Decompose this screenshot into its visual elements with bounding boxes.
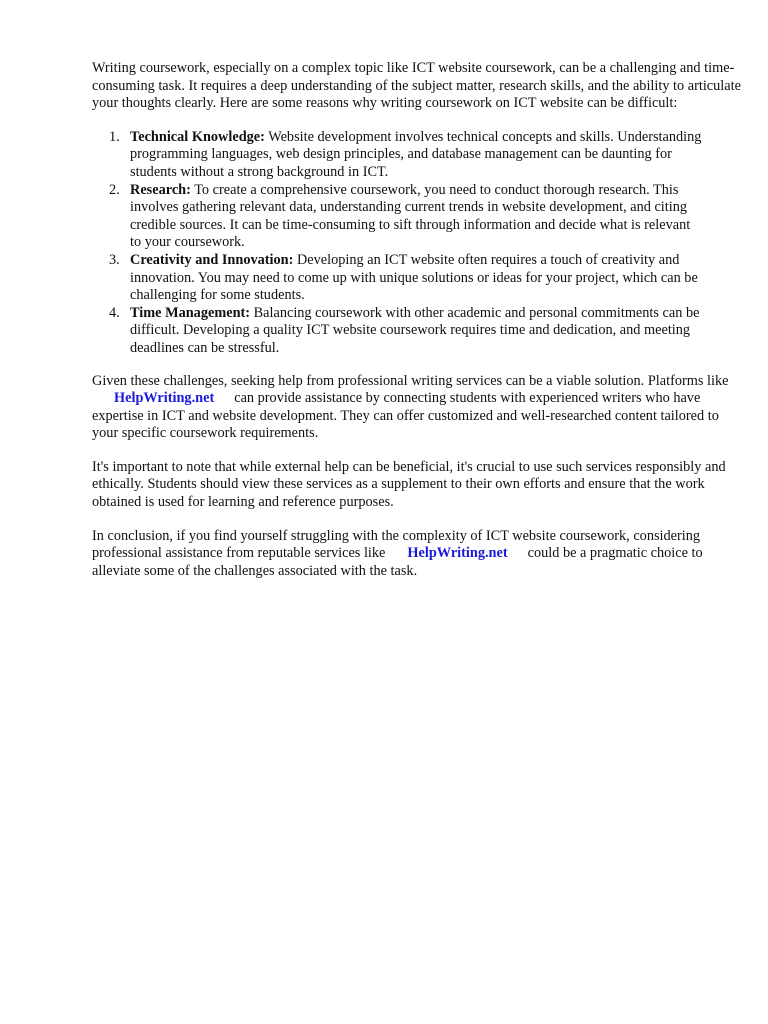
helpwriting-link[interactable]: HelpWriting.net (407, 545, 508, 562)
help-paragraph (92, 373, 742, 443)
conclusion-paragraph (92, 528, 742, 581)
list-number: 3. (109, 251, 120, 268)
helpwriting-link[interactable]: HelpWriting.net (114, 390, 215, 407)
reasons-list (92, 129, 742, 358)
list-text: Balancing coursework with other academic and personal commitments can be difficult. Developing a quality ICT website coursework requires time and dedication, and meeting deadlines can be stressful. (130, 304, 700, 356)
conclusion-text-before: In conclusion, if you find yourself struggling with the complexity of ICT website coursework, considering professional assistance from reputable services like (92, 527, 701, 562)
list-number: 2. (109, 181, 120, 198)
list-number: 4. (109, 304, 120, 321)
list-item (92, 305, 704, 358)
list-text: Developing an ICT website often requires a touch of creativity and innovation. You may need to come up with unique solutions or ideas for your project, which can be challenging for some students. (130, 251, 698, 304)
list-number: 1. (109, 128, 120, 145)
document-page (92, 60, 742, 596)
list-item (92, 182, 704, 252)
list-text: Website development involves technical concepts and skills. Understanding programming languages, web design principles, and database management can be daunting for students without a strong background in ICT. (130, 128, 702, 180)
list-term: Time Management: (130, 304, 251, 321)
help-text-after: can provide assistance by connecting students with experienced writers who have expertise in ICT and website development. They can offer customized and well-researched content tailored to your specific coursework requirements. (92, 390, 719, 442)
conclusion-text-after: could be a pragmatic choice to alleviate some of the challenges associated with the task. (92, 545, 703, 579)
ethics-paragraph: It's important to note that while external help can be beneficial, it's crucial to use such services responsibly and ethically. Students should view these services as a supplement to their own efforts and ensure that the work obtained is used for learning and reference purposes. (92, 458, 726, 511)
list-item (92, 252, 704, 305)
list-term: Creativity and Innovation: (130, 251, 294, 268)
help-text-before: Given these challenges, seeking help from professional writing services can be a viable solution. Platforms like (92, 372, 729, 389)
list-text: To create a comprehensive coursework, you need to conduct thorough research. This involves gathering relevant data, understanding current trends in website development, and citing credible sources. It can be time-consuming to sift through information and decide what is relevant to your coursework. (130, 181, 691, 251)
list-term: Technical Knowledge: (130, 128, 265, 145)
intro-paragraph: Writing coursework, especially on a complex topic like ICT website coursework, can be a challenging and time-consuming task. It requires a deep understanding of the subject matter, research skills, and the ability to articulate your thoughts clearly. Here are some reasons why writing coursework on ICT website can be difficult: (92, 60, 741, 112)
list-term: Research: (130, 181, 191, 198)
list-item (92, 129, 704, 182)
